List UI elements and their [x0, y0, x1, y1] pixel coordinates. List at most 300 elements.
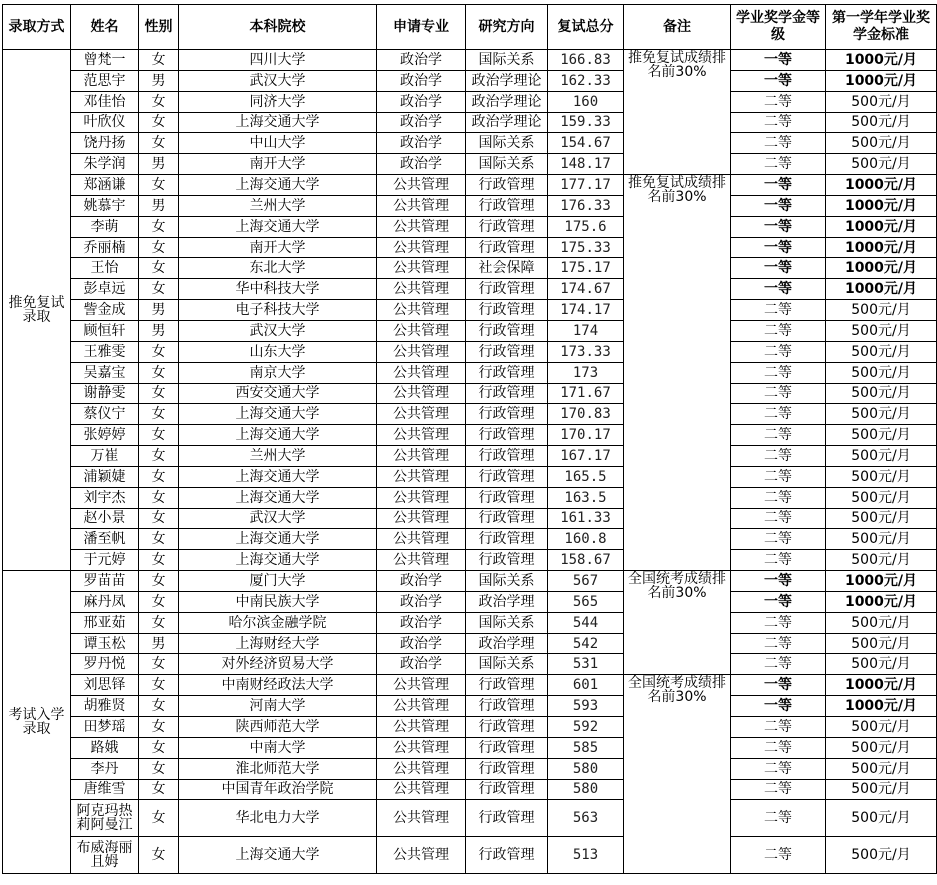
table-row: [3, 446, 937, 467]
student-name-cell: 浦颖婕: [71, 466, 139, 487]
header-major: 申请专业: [377, 5, 466, 50]
direction-cell: 政治学理: [466, 591, 548, 612]
scholarship-level-cell: 二等: [731, 404, 826, 425]
student-name-cell: 刘宇杰: [71, 487, 139, 508]
score-cell: 175.17: [548, 258, 624, 279]
gender-cell: 男: [139, 154, 179, 175]
school-cell: 上海交通大学: [179, 425, 377, 446]
major-cell: 公共管理: [377, 237, 466, 258]
scholarship-level-cell: 一等: [731, 571, 826, 592]
gender-cell: 女: [139, 258, 179, 279]
major-cell: 公共管理: [377, 737, 466, 758]
score-cell: 166.83: [548, 50, 624, 71]
major-cell: 公共管理: [377, 175, 466, 196]
student-name-cell: 吴嘉宝: [71, 362, 139, 383]
scholarship-amount-cell: 500元/月: [826, 383, 937, 404]
direction-cell: 社会保障: [466, 258, 548, 279]
student-name-cell: 饶丹扬: [71, 133, 139, 154]
direction-cell: 行政管理: [466, 195, 548, 216]
scholarship-amount-cell: 1000元/月: [826, 675, 937, 696]
major-cell: 公共管理: [377, 300, 466, 321]
gender-cell: 女: [139, 112, 179, 133]
scholarship-level-cell: 二等: [731, 550, 826, 571]
scholarship-level-cell: 二等: [731, 529, 826, 550]
scholarship-amount-cell: 500元/月: [826, 300, 937, 321]
scholarship-level-cell: 二等: [731, 508, 826, 529]
gender-cell: 女: [139, 508, 179, 529]
table-row: [3, 591, 937, 612]
table-row: [3, 258, 937, 279]
score-cell: 177.17: [548, 175, 624, 196]
note-cell: 推免复试成绩排名前30%: [624, 50, 731, 175]
student-name-cell: 邓佳怡: [71, 91, 139, 112]
direction-cell: 行政管理: [466, 320, 548, 341]
score-cell: 173.33: [548, 341, 624, 362]
gender-cell: 女: [139, 279, 179, 300]
gender-cell: 女: [139, 758, 179, 779]
table-row: [3, 758, 937, 779]
major-cell: 公共管理: [377, 362, 466, 383]
scholarship-amount-cell: 500元/月: [826, 91, 937, 112]
note-cell: 全国统考成绩排名前30%: [624, 675, 731, 874]
direction-cell: 行政管理: [466, 237, 548, 258]
score-cell: 580: [548, 758, 624, 779]
school-cell: 淮北师范大学: [179, 758, 377, 779]
major-cell: 政治学: [377, 50, 466, 71]
scholarship-amount-cell: 500元/月: [826, 508, 937, 529]
scholarship-amount-cell: 1000元/月: [826, 50, 937, 71]
student-name-cell: 姚慕宇: [71, 195, 139, 216]
table-row: [3, 487, 937, 508]
school-cell: 武汉大学: [179, 508, 377, 529]
gender-cell: 女: [139, 779, 179, 800]
student-name-cell: 邢亚茹: [71, 612, 139, 633]
direction-cell: 行政管理: [466, 696, 548, 717]
scholarship-level-cell: 一等: [731, 70, 826, 91]
major-cell: 公共管理: [377, 341, 466, 362]
gender-cell: 女: [139, 571, 179, 592]
major-cell: 公共管理: [377, 800, 466, 837]
student-name-cell: 胡雅贤: [71, 696, 139, 717]
gender-cell: 女: [139, 591, 179, 612]
scholarship-level-cell: 一等: [731, 50, 826, 71]
school-cell: 上海交通大学: [179, 466, 377, 487]
table-row: [3, 717, 937, 738]
direction-cell: 行政管理: [466, 404, 548, 425]
scholarship-amount-cell: 500元/月: [826, 779, 937, 800]
score-cell: 173: [548, 362, 624, 383]
school-cell: 华中科技大学: [179, 279, 377, 300]
scholarship-level-cell: 二等: [731, 362, 826, 383]
table-row: [3, 404, 937, 425]
score-cell: 174.17: [548, 300, 624, 321]
student-name-cell: 谢静雯: [71, 383, 139, 404]
scholarship-amount-cell: 500元/月: [826, 466, 937, 487]
direction-cell: 行政管理: [466, 675, 548, 696]
score-cell: 170.17: [548, 425, 624, 446]
table-row: [3, 508, 937, 529]
scholarship-amount-cell: 500元/月: [826, 154, 937, 175]
student-name-cell: 王雅雯: [71, 341, 139, 362]
scholarship-amount-cell: 500元/月: [826, 633, 937, 654]
score-cell: 171.67: [548, 383, 624, 404]
gender-cell: 女: [139, 612, 179, 633]
school-cell: 四川大学: [179, 50, 377, 71]
school-cell: 华北电力大学: [179, 800, 377, 837]
table-row: [3, 237, 937, 258]
scholarship-amount-cell: 500元/月: [826, 425, 937, 446]
scholarship-level-cell: 二等: [731, 383, 826, 404]
school-cell: 上海交通大学: [179, 529, 377, 550]
scholarship-amount-cell: 1000元/月: [826, 258, 937, 279]
score-cell: 161.33: [548, 508, 624, 529]
gender-cell: 男: [139, 300, 179, 321]
school-cell: 上海交通大学: [179, 404, 377, 425]
school-cell: 上海交通大学: [179, 550, 377, 571]
score-cell: 175.6: [548, 216, 624, 237]
scholarship-level-cell: 一等: [731, 195, 826, 216]
scholarship-amount-cell: 500元/月: [826, 112, 937, 133]
scholarship-level-cell: 一等: [731, 237, 826, 258]
table-row: [3, 800, 937, 837]
direction-cell: 行政管理: [466, 466, 548, 487]
table-row: [3, 279, 937, 300]
gender-cell: 男: [139, 195, 179, 216]
direction-cell: 行政管理: [466, 216, 548, 237]
student-name-cell: 路娥: [71, 737, 139, 758]
admission-method-cell: 考试入学录取: [3, 571, 71, 874]
score-cell: 580: [548, 779, 624, 800]
score-cell: 565: [548, 591, 624, 612]
direction-cell: 行政管理: [466, 487, 548, 508]
scholarship-amount-cell: 500元/月: [826, 800, 937, 837]
scholarship-amount-cell: 1000元/月: [826, 696, 937, 717]
scholarship-amount-cell: 500元/月: [826, 717, 937, 738]
score-cell: 593: [548, 696, 624, 717]
score-cell: 165.5: [548, 466, 624, 487]
admission-method-cell: 推免复试录取: [3, 50, 71, 571]
major-cell: 公共管理: [377, 487, 466, 508]
student-name-cell: 彭卓远: [71, 279, 139, 300]
score-cell: 162.33: [548, 70, 624, 91]
student-name-cell: 田梦瑶: [71, 717, 139, 738]
scholarship-amount-cell: 1000元/月: [826, 216, 937, 237]
scholarship-level-cell: 二等: [731, 717, 826, 738]
scholarship-amount-cell: 1000元/月: [826, 571, 937, 592]
major-cell: 公共管理: [377, 425, 466, 446]
scholarship-amount-cell: 500元/月: [826, 446, 937, 467]
scholarship-level-cell: 二等: [731, 779, 826, 800]
scholarship-level-cell: 二等: [731, 837, 826, 874]
major-cell: 公共管理: [377, 696, 466, 717]
major-cell: 政治学: [377, 91, 466, 112]
header-school: 本科院校: [179, 5, 377, 50]
table-row: [3, 837, 937, 874]
student-name-cell: 万崔: [71, 446, 139, 467]
scholarship-level-cell: 一等: [731, 279, 826, 300]
gender-cell: 女: [139, 425, 179, 446]
score-cell: 148.17: [548, 154, 624, 175]
table-row: [3, 362, 937, 383]
table-row: [3, 91, 937, 112]
scholarship-level-cell: 二等: [731, 612, 826, 633]
major-cell: 公共管理: [377, 550, 466, 571]
major-cell: 政治学: [377, 70, 466, 91]
gender-cell: 男: [139, 70, 179, 91]
major-cell: 公共管理: [377, 837, 466, 874]
student-name-cell: 刘思铎: [71, 675, 139, 696]
school-cell: 上海财经大学: [179, 633, 377, 654]
table-row: [3, 175, 937, 196]
scholarship-amount-cell: 500元/月: [826, 737, 937, 758]
score-cell: 601: [548, 675, 624, 696]
school-cell: 陕西师范大学: [179, 717, 377, 738]
table-row: [3, 633, 937, 654]
gender-cell: 女: [139, 362, 179, 383]
header-gender: 性别: [139, 5, 179, 50]
scholarship-amount-cell: 500元/月: [826, 133, 937, 154]
school-cell: 山东大学: [179, 341, 377, 362]
school-cell: 上海交通大学: [179, 837, 377, 874]
score-cell: 163.5: [548, 487, 624, 508]
note-cell: 推免复试成绩排名前30%: [624, 175, 731, 571]
school-cell: 同济大学: [179, 91, 377, 112]
score-cell: 585: [548, 737, 624, 758]
direction-cell: 行政管理: [466, 362, 548, 383]
scholarship-table: [2, 4, 937, 874]
scholarship-level-cell: 二等: [731, 91, 826, 112]
school-cell: 上海交通大学: [179, 112, 377, 133]
student-name-cell: 范思宇: [71, 70, 139, 91]
table-body: [3, 50, 937, 874]
direction-cell: 行政管理: [466, 800, 548, 837]
direction-cell: 政治学理论: [466, 91, 548, 112]
scholarship-amount-cell: 500元/月: [826, 404, 937, 425]
direction-cell: 国际关系: [466, 571, 548, 592]
school-cell: 南开大学: [179, 154, 377, 175]
school-cell: 南开大学: [179, 237, 377, 258]
direction-cell: 行政管理: [466, 508, 548, 529]
gender-cell: 女: [139, 487, 179, 508]
direction-cell: 行政管理: [466, 529, 548, 550]
score-cell: 175.33: [548, 237, 624, 258]
school-cell: 电子科技大学: [179, 300, 377, 321]
table-row: [3, 675, 937, 696]
student-name-cell: 叶欣仪: [71, 112, 139, 133]
student-name-cell: 于元婷: [71, 550, 139, 571]
major-cell: 政治学: [377, 591, 466, 612]
direction-cell: 行政管理: [466, 425, 548, 446]
gender-cell: 女: [139, 341, 179, 362]
major-cell: 公共管理: [377, 529, 466, 550]
school-cell: 南京大学: [179, 362, 377, 383]
direction-cell: 行政管理: [466, 175, 548, 196]
major-cell: 公共管理: [377, 508, 466, 529]
direction-cell: 国际关系: [466, 654, 548, 675]
major-cell: 公共管理: [377, 446, 466, 467]
scholarship-amount-cell: 500元/月: [826, 487, 937, 508]
scholarship-level-cell: 一等: [731, 696, 826, 717]
table-row: [3, 737, 937, 758]
table-row: [3, 195, 937, 216]
header-amount: 第一学年学业奖学金标准: [826, 5, 937, 50]
score-cell: 513: [548, 837, 624, 874]
score-cell: 563: [548, 800, 624, 837]
scholarship-level-cell: 二等: [731, 300, 826, 321]
school-cell: 武汉大学: [179, 320, 377, 341]
table-row: [3, 320, 937, 341]
school-cell: 中南大学: [179, 737, 377, 758]
school-cell: 中山大学: [179, 133, 377, 154]
scholarship-level-cell: 二等: [731, 320, 826, 341]
school-cell: 武汉大学: [179, 70, 377, 91]
table-row: [3, 70, 937, 91]
school-cell: 中南民族大学: [179, 591, 377, 612]
student-name-cell: 谭玉松: [71, 633, 139, 654]
header-score: 复试总分: [548, 5, 624, 50]
scholarship-level-cell: 二等: [731, 654, 826, 675]
direction-cell: 行政管理: [466, 550, 548, 571]
gender-cell: 女: [139, 529, 179, 550]
major-cell: 公共管理: [377, 717, 466, 738]
table-row: [3, 50, 937, 71]
student-name-cell: 蔡仪宁: [71, 404, 139, 425]
student-name-cell: 麻丹凤: [71, 591, 139, 612]
student-name-cell: 唐维雪: [71, 779, 139, 800]
scholarship-level-cell: 二等: [731, 466, 826, 487]
gender-cell: 女: [139, 737, 179, 758]
scholarship-amount-cell: 500元/月: [826, 320, 937, 341]
table-row: [3, 654, 937, 675]
direction-cell: 行政管理: [466, 737, 548, 758]
scholarship-amount-cell: 1000元/月: [826, 591, 937, 612]
scholarship-amount-cell: 1000元/月: [826, 279, 937, 300]
scholarship-level-cell: 二等: [731, 112, 826, 133]
table-row: [3, 466, 937, 487]
header-method: 录取方式: [3, 5, 71, 50]
direction-cell: 国际关系: [466, 133, 548, 154]
school-cell: 东北大学: [179, 258, 377, 279]
score-cell: 154.67: [548, 133, 624, 154]
student-name-cell: 李丹: [71, 758, 139, 779]
major-cell: 政治学: [377, 654, 466, 675]
scholarship-level-cell: 二等: [731, 154, 826, 175]
table-row: [3, 112, 937, 133]
student-name-cell: 乔丽楠: [71, 237, 139, 258]
table-row: [3, 425, 937, 446]
student-name-cell: 罗丹悦: [71, 654, 139, 675]
major-cell: 公共管理: [377, 320, 466, 341]
scholarship-amount-cell: 500元/月: [826, 758, 937, 779]
student-name-cell: 曾梵一: [71, 50, 139, 71]
gender-cell: 女: [139, 696, 179, 717]
major-cell: 公共管理: [377, 466, 466, 487]
scholarship-level-cell: 一等: [731, 175, 826, 196]
direction-cell: 行政管理: [466, 717, 548, 738]
major-cell: 政治学: [377, 571, 466, 592]
major-cell: 公共管理: [377, 216, 466, 237]
direction-cell: 政治学理: [466, 633, 548, 654]
major-cell: 公共管理: [377, 758, 466, 779]
direction-cell: 行政管理: [466, 279, 548, 300]
gender-cell: 女: [139, 383, 179, 404]
major-cell: 政治学: [377, 154, 466, 175]
score-cell: 176.33: [548, 195, 624, 216]
school-cell: 兰州大学: [179, 195, 377, 216]
school-cell: 上海交通大学: [179, 175, 377, 196]
direction-cell: 国际关系: [466, 154, 548, 175]
scholarship-level-cell: 二等: [731, 737, 826, 758]
gender-cell: 男: [139, 320, 179, 341]
direction-cell: 行政管理: [466, 446, 548, 467]
scholarship-amount-cell: 500元/月: [826, 837, 937, 874]
major-cell: 公共管理: [377, 779, 466, 800]
scholarship-amount-cell: 500元/月: [826, 550, 937, 571]
gender-cell: 女: [139, 654, 179, 675]
direction-cell: 国际关系: [466, 612, 548, 633]
table-row: [3, 341, 937, 362]
header-direction: 研究方向: [466, 5, 548, 50]
student-name-cell: 罗苗苗: [71, 571, 139, 592]
gender-cell: 女: [139, 550, 179, 571]
school-cell: 对外经济贸易大学: [179, 654, 377, 675]
table-row: [3, 383, 937, 404]
table-row: [3, 612, 937, 633]
scholarship-amount-cell: 500元/月: [826, 654, 937, 675]
direction-cell: 政治学理论: [466, 112, 548, 133]
direction-cell: 政治学理论: [466, 70, 548, 91]
gender-cell: 女: [139, 133, 179, 154]
gender-cell: 女: [139, 800, 179, 837]
direction-cell: 行政管理: [466, 300, 548, 321]
school-cell: 厦门大学: [179, 571, 377, 592]
direction-cell: 行政管理: [466, 341, 548, 362]
direction-cell: 国际关系: [466, 50, 548, 71]
school-cell: 上海交通大学: [179, 487, 377, 508]
header-level: 学业奖学金等级: [731, 5, 826, 50]
major-cell: 公共管理: [377, 404, 466, 425]
score-cell: 592: [548, 717, 624, 738]
scholarship-amount-cell: 500元/月: [826, 529, 937, 550]
scholarship-amount-cell: 1000元/月: [826, 70, 937, 91]
scholarship-level-cell: 一等: [731, 216, 826, 237]
gender-cell: 女: [139, 175, 179, 196]
table-row: [3, 529, 937, 550]
score-cell: 160: [548, 91, 624, 112]
student-name-cell: 潘至帆: [71, 529, 139, 550]
major-cell: 政治学: [377, 133, 466, 154]
header-name: 姓名: [71, 5, 139, 50]
major-cell: 公共管理: [377, 675, 466, 696]
gender-cell: 女: [139, 466, 179, 487]
major-cell: 公共管理: [377, 279, 466, 300]
gender-cell: 女: [139, 91, 179, 112]
gender-cell: 女: [139, 216, 179, 237]
score-cell: 174.67: [548, 279, 624, 300]
scholarship-level-cell: 二等: [731, 633, 826, 654]
table-row: [3, 133, 937, 154]
gender-cell: 女: [139, 446, 179, 467]
score-cell: 167.17: [548, 446, 624, 467]
major-cell: 公共管理: [377, 258, 466, 279]
student-name-cell: 顾恒轩: [71, 320, 139, 341]
header-note: 备注: [624, 5, 731, 50]
scholarship-level-cell: 二等: [731, 446, 826, 467]
school-cell: 哈尔滨金融学院: [179, 612, 377, 633]
score-cell: 159.33: [548, 112, 624, 133]
student-name-cell: 朱学润: [71, 154, 139, 175]
school-cell: 兰州大学: [179, 446, 377, 467]
